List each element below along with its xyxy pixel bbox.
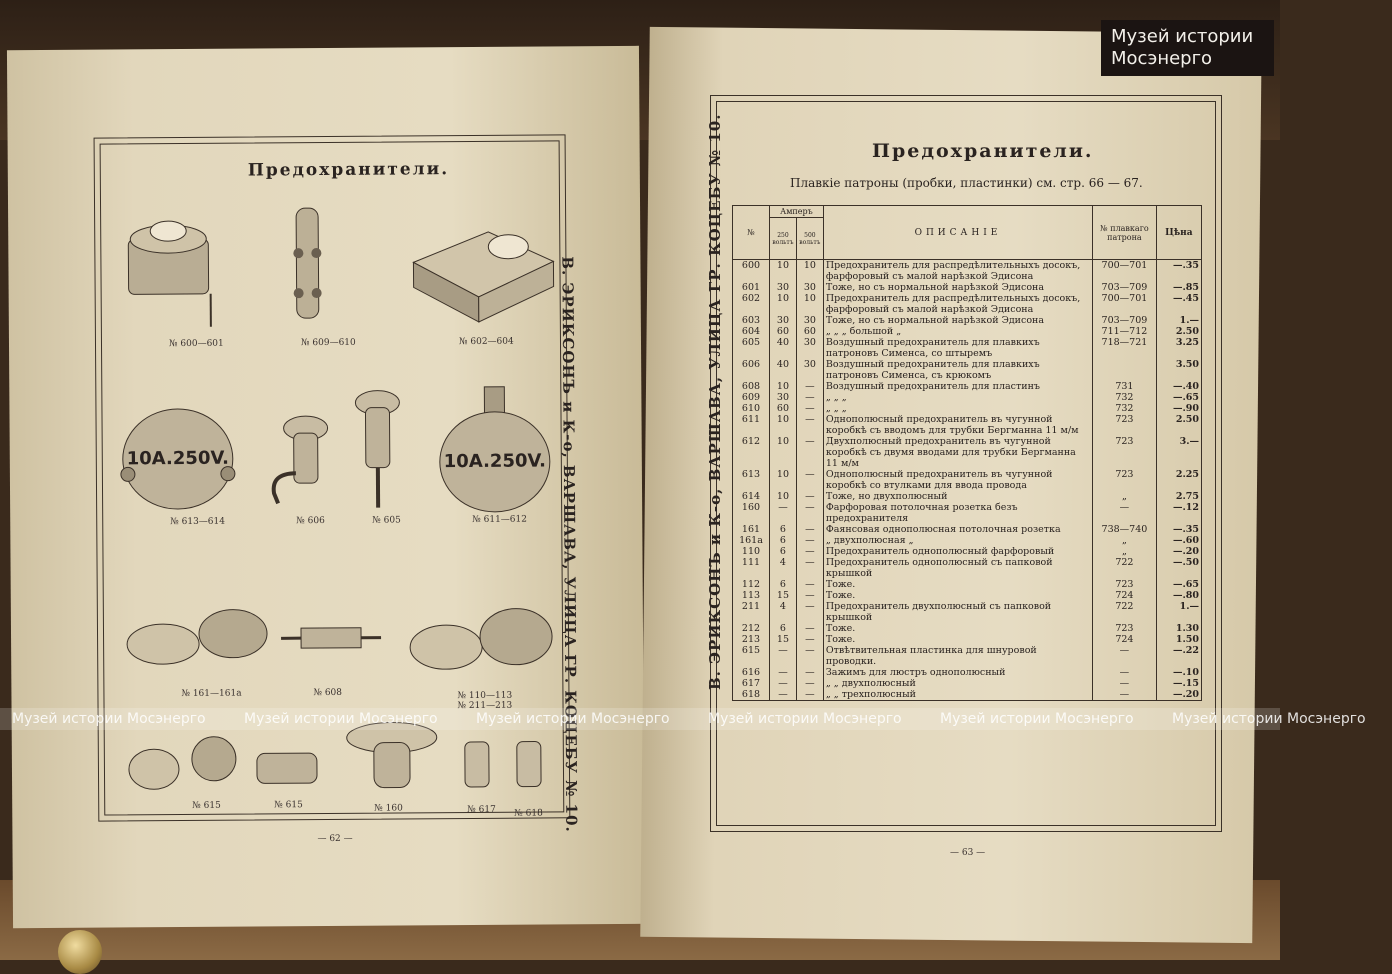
brass-knob [58, 930, 102, 974]
table-row [733, 590, 1202, 601]
table-row [733, 436, 1202, 469]
table-row [733, 359, 1202, 381]
cell-no: 160 [733, 502, 770, 524]
table-row [733, 546, 1202, 557]
cell-a500: — [796, 381, 823, 392]
publisher-side-text-right: В. ЭРИКСОНЪ и К-о, ВАРШАВА, УЛИЦА ГР. КОЦЕБУ № 10. [706, 114, 724, 690]
cell-a250: 10 [769, 381, 796, 392]
table-row [733, 260, 1202, 283]
cell-a500: 10 [796, 293, 823, 315]
cell-desc: Тоже, но двухполюсный [823, 491, 1092, 502]
cell-a500: — [796, 634, 823, 645]
cell-a500: 30 [796, 359, 823, 381]
logo-line-2: Мосэнерго [1101, 48, 1274, 70]
cell-a250: 30 [769, 282, 796, 293]
cell-a500: — [796, 436, 823, 469]
box-label: 10A.250V. [127, 448, 229, 470]
table-row [733, 623, 1202, 634]
cell-desc: Тоже. [823, 579, 1092, 590]
cell-cart: — [1093, 645, 1157, 667]
right-page-subtitle: Плавкіе патроны (пробки, пластинки) см. стр. 66 — 67. [790, 176, 1143, 190]
table-row [733, 414, 1202, 436]
cell-price: —.90 [1156, 403, 1201, 414]
cell-no: 606 [733, 359, 770, 381]
watermark-text: Музей истории Мосэнерго [232, 708, 464, 730]
cell-price: —.60 [1156, 535, 1201, 546]
cell-desc: Однополюсный предохранитель въ чугунной коробкѣ съ вводомъ для трубки Бергманна 11 м/м [823, 414, 1092, 436]
cell-desc: „ „ трехполюсный [823, 689, 1092, 701]
fuse-602-illustration [408, 216, 559, 327]
cell-cart: 703—709 [1093, 282, 1157, 293]
col-amp-header: Амперъ [769, 206, 823, 218]
cell-no: 161 [733, 524, 770, 535]
cell-no: 610 [733, 403, 770, 414]
cell-a250: 60 [769, 403, 796, 414]
cell-desc: Предохранитель однополюсный фарфоровый [823, 546, 1092, 557]
left-page-heading: Предохранители. [248, 159, 450, 180]
cell-price: —.65 [1156, 392, 1201, 403]
watermark-text: Музей истории Мосэнерго [1160, 708, 1392, 730]
cell-no: 616 [733, 667, 770, 678]
cell-price: —.35 [1156, 260, 1201, 283]
caption: № 615 [192, 801, 221, 811]
cell-desc: „ „ „ [823, 392, 1092, 403]
cell-a500: 10 [796, 260, 823, 283]
branch-plate-615-illustration [124, 734, 244, 795]
cell-price: 2.50 [1156, 414, 1201, 436]
table-row [733, 524, 1202, 535]
table-row [733, 293, 1202, 315]
cell-desc: „ „ двухполюсный [823, 678, 1092, 689]
box-label: 10A.250V. [444, 450, 546, 472]
cell-a500: — [796, 392, 823, 403]
cell-price: 3.50 [1156, 359, 1201, 381]
cell-a250: 4 [769, 601, 796, 623]
cell-a500: — [796, 469, 823, 491]
cell-cart: — [1093, 667, 1157, 678]
caption: № 613—614 [170, 517, 225, 527]
table-row [733, 502, 1202, 524]
cell-price: —.80 [1156, 590, 1201, 601]
cell-cart: 703—709 [1093, 315, 1157, 326]
price-table-body [733, 260, 1202, 702]
cell-no: 212 [733, 623, 770, 634]
logo-line-1: Музей истории [1101, 20, 1274, 48]
cell-a250: — [769, 689, 796, 701]
caption: № 617 [467, 805, 496, 815]
cell-price: —.50 [1156, 557, 1201, 579]
cell-cart: — [1093, 689, 1157, 701]
cell-a500: — [796, 678, 823, 689]
cell-desc: Отвѣтвительная пластинка для шнуровой проводки. [823, 645, 1092, 667]
cell-a500: — [796, 579, 823, 590]
cell-no: 111 [733, 557, 770, 579]
cell-cart: 700—701 [1093, 260, 1157, 283]
cell-no: 608 [733, 381, 770, 392]
caption: № 615 [274, 800, 303, 810]
caption: № 618 [514, 808, 543, 818]
caption: № 110—113 [457, 691, 512, 701]
fuse-110-illustration [406, 591, 557, 682]
cell-price: —.65 [1156, 579, 1201, 590]
cell-no: 605 [733, 337, 770, 359]
publisher-side-text: В. ЭРИКСОНЪ и К-о, ВАРШАВА, УЛИЦА ГР. КОЦЕБУ № 10. [558, 256, 580, 833]
cell-a250: 6 [769, 623, 796, 634]
cell-cart: 731 [1093, 381, 1157, 392]
fuse-box-611-illustration [429, 386, 560, 517]
table-bottom-rule [733, 701, 1202, 702]
cell-a500: — [796, 546, 823, 557]
cell-no: 211 [733, 601, 770, 623]
fuse-600-illustration [118, 209, 229, 340]
cell-no: 614 [733, 491, 770, 502]
cell-a500: — [796, 645, 823, 667]
cell-no: 113 [733, 590, 770, 601]
cell-a250: 6 [769, 524, 796, 535]
caption: № 600—601 [169, 339, 224, 349]
cell-cart: 722 [1093, 557, 1157, 579]
table-row [733, 381, 1202, 392]
cell-a500: — [796, 623, 823, 634]
cell-cart: 724 [1093, 590, 1157, 601]
cell-desc: Фаянсовая однополюсная потолочная розетка [823, 524, 1092, 535]
cell-a250: 6 [769, 535, 796, 546]
watermark-band [0, 708, 1280, 730]
cell-desc: „ „ „ [823, 403, 1092, 414]
cell-price: 2.50 [1156, 326, 1201, 337]
cell-desc: Воздушный предохранитель для пластинъ [823, 381, 1092, 392]
cell-a250: 10 [769, 414, 796, 436]
cell-no: 612 [733, 436, 770, 469]
cell-cart: „ [1093, 491, 1157, 502]
cell-a250: — [769, 667, 796, 678]
cell-price: 1.30 [1156, 623, 1201, 634]
cell-no: 611 [733, 414, 770, 436]
caption: № 606 [296, 516, 325, 526]
cell-no: 600 [733, 260, 770, 283]
cell-a500: — [796, 403, 823, 414]
cell-a500: — [796, 491, 823, 502]
caption: № 605 [372, 515, 401, 525]
cell-no: 609 [733, 392, 770, 403]
right-page-number: — 63 — [950, 848, 985, 858]
col-desc-header: ОПИСАНІЕ [823, 206, 1092, 260]
table-row [733, 667, 1202, 678]
fuse-608-illustration [281, 608, 381, 669]
cell-cart: 718—721 [1093, 337, 1157, 359]
cell-cart: 723 [1093, 623, 1157, 634]
col-amp250-header: 250 вольтъ [769, 218, 796, 260]
cell-a250: 4 [769, 557, 796, 579]
cell-a250: 10 [769, 260, 796, 283]
cell-no: 617 [733, 678, 770, 689]
table-row [733, 601, 1202, 623]
cell-desc: Тоже. [823, 590, 1092, 601]
branch-plate-615b-illustration [252, 733, 322, 793]
col-cartridge-header: № плавкаго патрона [1093, 206, 1157, 260]
cell-price: —.10 [1156, 667, 1201, 678]
cell-desc: Предохранитель для распредѣлительныхъ досокъ, фарфоровый съ малой нарѣзкой Эдисона [823, 260, 1092, 283]
cell-a250: 30 [769, 315, 796, 326]
cell-price: 1.— [1156, 315, 1201, 326]
left-page [7, 46, 645, 928]
right-page-heading: Предохранители. [872, 140, 1094, 162]
cell-a250: 10 [769, 491, 796, 502]
caption: № 611—612 [472, 515, 527, 525]
cell-a500: — [796, 590, 823, 601]
left-page-number: — 62 — [317, 834, 352, 844]
table-row [733, 326, 1202, 337]
fuse-605-illustration [347, 387, 408, 517]
cell-desc: Предохранитель однополюсный съ папковой крышкой [823, 557, 1092, 579]
cell-a500: — [796, 667, 823, 678]
cell-desc: Тоже. [823, 623, 1092, 634]
caption: № 160 [374, 803, 403, 813]
price-table [732, 205, 1202, 701]
cell-desc: Однополюсный предохранитель въ чугунной коробкѣ со втулками для ввода провода [823, 469, 1092, 491]
cell-cart [1093, 359, 1157, 381]
cell-no: 602 [733, 293, 770, 315]
table-row [733, 645, 1202, 667]
watermark-text: Музей истории Мосэнерго [928, 708, 1160, 730]
fuse-606-illustration [265, 413, 336, 513]
cell-a500: 30 [796, 282, 823, 293]
cell-a250: 10 [769, 293, 796, 315]
table-row [733, 535, 1202, 546]
cell-cart: 723 [1093, 579, 1157, 590]
caption: № 608 [313, 688, 342, 698]
cell-no: 613 [733, 469, 770, 491]
cell-a250: — [769, 502, 796, 524]
cell-price: 3.— [1156, 436, 1201, 469]
table-row [733, 579, 1202, 590]
rosette-161-illustration [123, 593, 274, 674]
cell-a250: 10 [769, 436, 796, 469]
cell-a250: — [769, 645, 796, 667]
watermark-text: Музей истории Мосэнерго [464, 708, 696, 730]
cell-price: —.20 [1156, 689, 1201, 701]
cell-a500: — [796, 601, 823, 623]
cell-desc: Воздушный предохранитель для плавкихъ патроновъ Сименса, съ крюкомъ [823, 359, 1092, 381]
cell-price: —.20 [1156, 546, 1201, 557]
cell-desc: „ „ „ большой „ [823, 326, 1092, 337]
table-row [733, 634, 1202, 645]
cell-desc: Тоже. [823, 634, 1092, 645]
cell-cart: 711—712 [1093, 326, 1157, 337]
caption: № 602—604 [459, 337, 514, 347]
cell-price: —.45 [1156, 293, 1201, 315]
cell-desc: Тоже, но съ нормальной нарѣзкой Эдисона [823, 315, 1092, 326]
cell-a250: 6 [769, 579, 796, 590]
cell-no: 110 [733, 546, 770, 557]
table-row [733, 337, 1202, 359]
table-row [733, 678, 1202, 689]
caption: № 609—610 [301, 338, 356, 348]
cell-cart: 732 [1093, 403, 1157, 414]
watermark-text: Музей истории Мосэнерго [0, 708, 232, 730]
cell-cart: „ [1093, 535, 1157, 546]
cell-a250: 10 [769, 469, 796, 491]
cell-desc: Предохранитель для распредѣлительныхъ досокъ, фарфоровый съ малой нарѣзкой Эдисона [823, 293, 1092, 315]
cell-price: —.85 [1156, 282, 1201, 293]
cell-price: 3.25 [1156, 337, 1201, 359]
cell-price: —.12 [1156, 502, 1201, 524]
cell-no: 601 [733, 282, 770, 293]
col-price-header: Цѣна [1156, 206, 1201, 260]
cell-no: 603 [733, 315, 770, 326]
cell-cart: 732 [1093, 392, 1157, 403]
table-row [733, 282, 1202, 293]
cell-a500: — [796, 502, 823, 524]
cell-desc: Воздушный предохранитель для плавкихъ патроновъ Сименса, со штыремъ [823, 337, 1092, 359]
table-row [733, 689, 1202, 701]
table-row [733, 469, 1202, 491]
col-amp500-header: 500 вольтъ [796, 218, 823, 260]
caption: № 211—213 [457, 701, 512, 711]
cell-price: 2.25 [1156, 469, 1201, 491]
cell-price: 1.— [1156, 601, 1201, 623]
cell-price: —.40 [1156, 381, 1201, 392]
cell-a250: 15 [769, 634, 796, 645]
caption: № 161—161a [181, 689, 241, 699]
cell-cart: 700—701 [1093, 293, 1157, 315]
cell-price: —.15 [1156, 678, 1201, 689]
col-no-header: № [733, 206, 770, 260]
cell-a500: — [796, 414, 823, 436]
cell-a250: 30 [769, 392, 796, 403]
cell-no: 618 [733, 689, 770, 701]
cell-price: 1.50 [1156, 634, 1201, 645]
cell-a250: — [769, 678, 796, 689]
cell-desc: Двухполюсный предохранитель въ чугунной коробкѣ съ двумя вводами для трубки Бергманна 11 м/м [823, 436, 1092, 469]
cell-cart: 723 [1093, 469, 1157, 491]
fuse-box-613-illustration [117, 404, 238, 515]
clamp-617-illustration [457, 736, 557, 797]
table-row [733, 557, 1202, 579]
cell-cart: „ [1093, 546, 1157, 557]
cell-no: 615 [733, 645, 770, 667]
museum-logo [1101, 20, 1274, 76]
cell-price: 2.75 [1156, 491, 1201, 502]
cell-price: —.22 [1156, 645, 1201, 667]
cell-a250: 60 [769, 326, 796, 337]
watermark-text: Музей истории Мосэнерго [696, 708, 928, 730]
cell-no: 604 [733, 326, 770, 337]
cell-desc: Предохранитель двухполюсный съ папковой крышкой [823, 601, 1092, 623]
cell-desc: Фарфоровая потолочная розетка безъ предохранителя [823, 502, 1092, 524]
cell-no: 161a [733, 535, 770, 546]
table-row [733, 491, 1202, 502]
cell-a500: — [796, 535, 823, 546]
cell-desc: „ двухполюсная „ [823, 535, 1092, 546]
table-row [733, 315, 1202, 326]
cell-cart: 723 [1093, 436, 1157, 469]
cell-a500: — [796, 557, 823, 579]
cell-a250: 15 [769, 590, 796, 601]
cell-cart: 722 [1093, 601, 1157, 623]
cell-desc: Зажимъ для люстръ однополюсный [823, 667, 1092, 678]
cell-price: —.35 [1156, 524, 1201, 535]
cell-cart: 724 [1093, 634, 1157, 645]
cell-no: 112 [733, 579, 770, 590]
cell-desc: Тоже, но съ нормальной нарѣзкой Эдисона [823, 282, 1092, 293]
fuse-609-illustration [278, 203, 339, 328]
table-row [733, 403, 1202, 414]
cell-cart: 738—740 [1093, 524, 1157, 535]
cell-a250: 6 [769, 546, 796, 557]
table-row [733, 392, 1202, 403]
cell-cart: — [1093, 502, 1157, 524]
cell-a500: 60 [796, 326, 823, 337]
cell-a500: — [796, 689, 823, 701]
cell-a500: 30 [796, 315, 823, 326]
cell-cart: 723 [1093, 414, 1157, 436]
cell-a500: — [796, 524, 823, 535]
cell-a500: 30 [796, 337, 823, 359]
cell-a250: 40 [769, 337, 796, 359]
cell-cart: — [1093, 678, 1157, 689]
cell-a250: 40 [769, 359, 796, 381]
cell-no: 213 [733, 634, 770, 645]
